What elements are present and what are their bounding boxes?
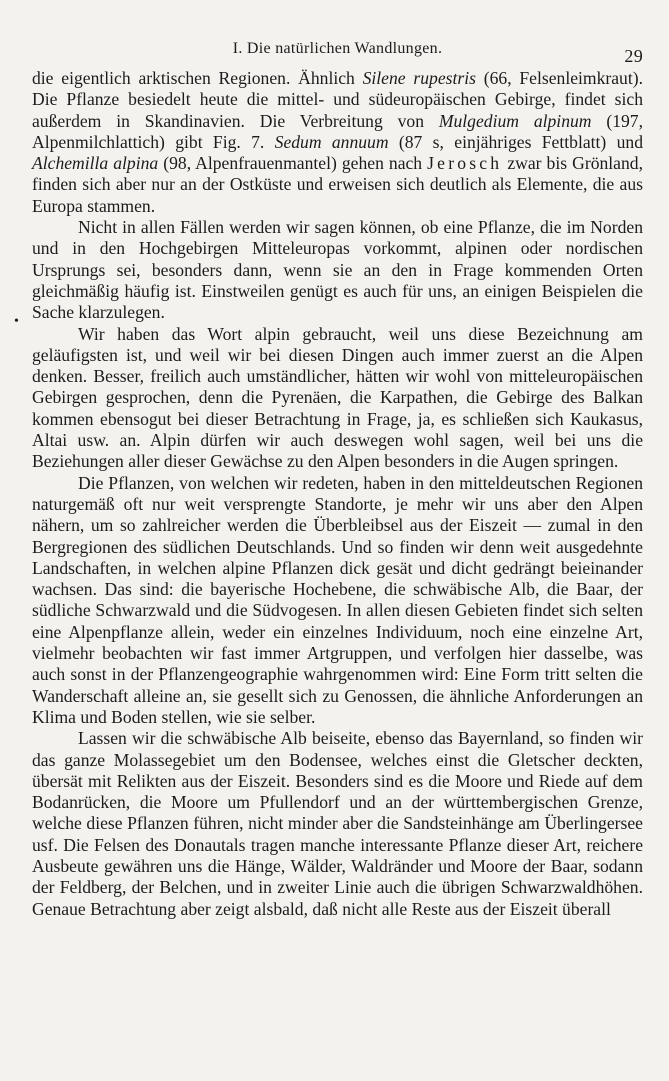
paragraph [32,217,643,323]
running-title: I. Die natürlichen Wandlungen. [232,40,443,57]
text-run: (66, Felsenleimkraut). Die Pflanze besiedelt heute die mittel- und südeuropäischen Gebirge, findet sich außerdem in Skandinavien. Die Verbreitung von [32,68,643,131]
text-run: (98, Alpenfrauenmantel) gehen nach [158,153,428,174]
text-run: Die Pflanzen, von welchen wir redeten, haben in den mitteldeutschen Regionen naturgemäß oft nur weit versprengte Standorte, je mehr wir uns aber den Alpen nähern, um so zahlreicher werden die Überbleibsel aus der Eiszeit — zumal in den Bergregionen des südlichen Deutschlands. Und so finden wir denn weit ausgedehnte Landschaften, in welchen alpine Pflanzen dick gesät und dicht gedrängt beieinander wachsen. Das sind: die bayerische Hochebene, die schwäbische Alb, die Baar, der südliche Schwarzwald und die Südvogesen. In allen diesen Gebieten findet sich selten eine Alpenpflanze allein, weder ein einzelnes Individuum, noch eine einzelne Art, vielmehr beobachten wir fast immer Artgruppen, und verfolgen hier dasselbe, was auch sonst in der Pflanzengeographie wahrgenommen wird: Eine Form tritt selten die Wanderschaft alleine an, sie gesellt sich zu Genossen, die ähnliche Anforderungen an Klima und Boden stellen, wie sie selber. [32,472,643,727]
text-run: die eigentlich arktischen Regionen. Ähnlich [32,68,363,88]
species-name: Mulgedium alpinum [438,110,592,131]
species-name: Silene rupestris [362,68,476,88]
text-run: Lassen wir die schwäbische Alb beiseite, ebenso das Bayernland, so finden wir das ganze Molassegebiet um den Bodensee, welches einst die Gletscher deckten, übersät mit Relikten aus der Eiszeit. Besonders sind es die Moore und Riede auf dem Bodanrücken, die Moore um Pfullendorf und an der württembergischen Grenze, welche diese Pflanzen führen, nicht minder aber die Sandsteinhänge am Überlingersee usf. Die Felsen des Donautals tragen manche interessante Pflanze dieser Art, reichere Ausbeute gewähren uns die Hänge, Wälder, Waldränder und Moore der Baar, sodann der Feldberg, der Belchen, und in zweiter Linie auch die übrigen Schwarzwaldhöhen. Genaue Betrachtung aber zeigt alsbald, daß nicht alle Reste aus der Eiszeit überall [32,728,643,919]
paragraph [32,68,643,217]
text-run: (197, Alpenmilchlattich) gibt Fig. 7. [32,110,643,152]
body-text [32,68,643,920]
page-number: 29 [624,46,643,66]
paragraph [32,324,643,473]
text-run: Nicht in allen Fällen werden wir sagen können, ob eine Pflanze, die im Norden und in den Hochgebirgen Mitteleuropas vorkommt, alpinen oder nordischen Ursprungs sei, besonders dann, wenn sie an den in Frage kommenden Orten gleichmäßig häufig ist. Einstweilen genügt es auch für uns, an einigen Beispielen die Sache klarzulegen. [32,217,643,323]
running-head [32,40,643,68]
species-name: Sedum annuum [274,131,389,152]
margin-mark: • [14,314,19,329]
species-name: Alchemilla alpina [32,153,159,174]
text-run: zwar bis Grönland, finden sich aber nur an der Ostküste und erweisen sich deutlich als Elemente, die aus Europa stammen. [32,153,643,216]
text-run: (87 s, einjähriges Fettblatt) und [388,131,643,152]
paragraph [32,728,643,920]
author-name: Jerosch [427,153,503,174]
text-run: Wir haben das Wort alpin gebraucht, weil uns diese Bezeichnung am geläufigsten ist, und weil wir bei diesen Dingen auch immer zuerst an die Alpen denken. Besser, freilich auch umständlicher, hätten wir wohl von mitteleuropäischen Gebirgen gesprochen, denn die Pyrenäen, die Karpathen, die Gebirge des Balkan kommen ebensogut bei dieser Betrachtung in Frage, ja, es schließen sich Kaukasus, Altai usw. an. Alpin dürfen wir auch deswegen wohl sagen, weil bei uns die Beziehungen aller dieser Gewächse zu den Alpen besonders in die Augen springen. [32,323,643,472]
paragraph [32,473,643,729]
